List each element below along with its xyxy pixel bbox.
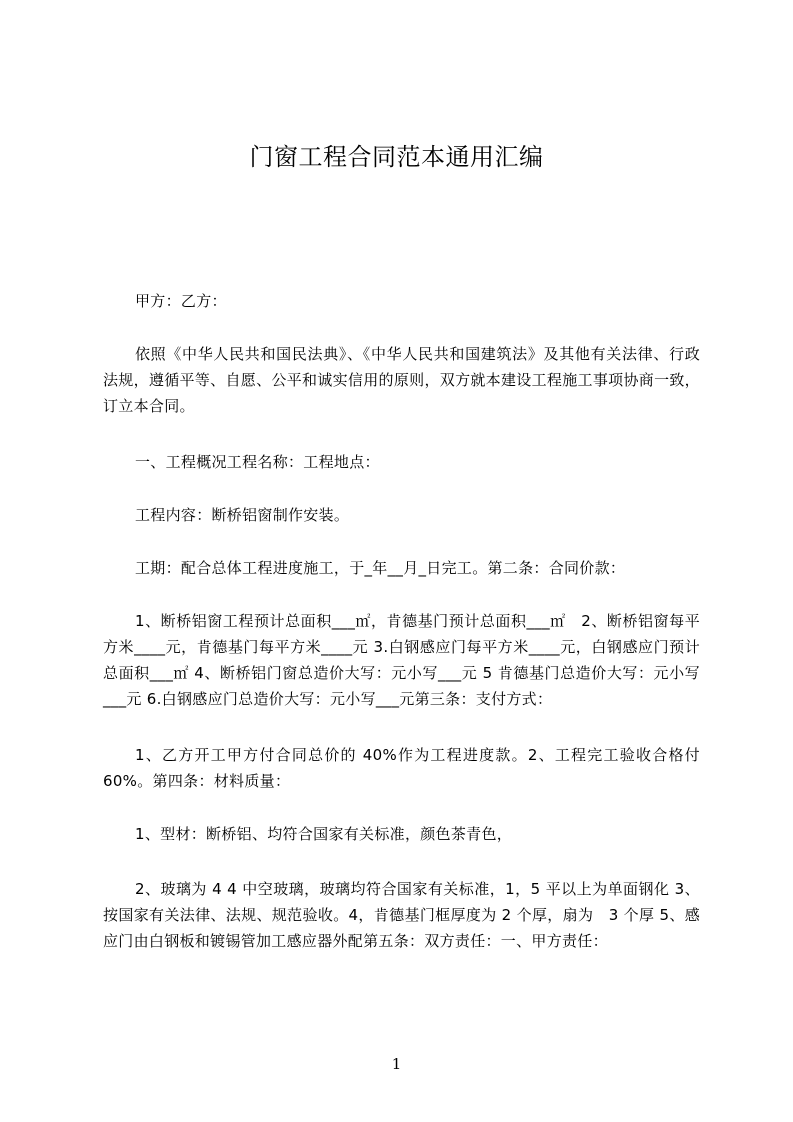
document-title: 门窗工程合同范本通用汇编 (249, 143, 544, 171)
material-profile-paragraph: 1、型材：断桥铝、均符合国家有关标准，颜色茶青色， (135, 825, 513, 843)
preamble-paragraph: 依照《中华人民共和国民法典》、《中华人民共和国建筑法》及其他有关法律、行政法规，遵循平等、自愿、公平和诚实信用的原则，双方就本建设工程施工事项协商一致，订立本合同。 (103, 345, 700, 415)
material-glass-paragraph: 2、玻璃为 4 4 中空玻璃，玻璃均符合国家有关标准，1，5 平以上为单面钢化 3、按国家有关法律、法规、规范验收。4，肯德基门框厚度为 2 个厚，扇为 3 个厚 5、感应门由白钢板和镀锡管加工感应器外配第五条：双方责任：一、甲方责任： (103, 880, 700, 950)
payment-paragraph: 1、乙方开工甲方付合同总价的 40%作为工程进度款。2、工程完工验收合格付 60%。第四条：材料质量： (103, 746, 700, 790)
page-number: 1 (391, 1055, 402, 1073)
schedule-paragraph: 工期：配合总体工程进度施工，于_年__月_日完工。第二条：合同价款： (135, 559, 626, 577)
project-overview-paragraph: 一、工程概况工程名称：工程地点： (135, 453, 380, 471)
project-content-paragraph: 工程内容：断桥铝窗制作安装。 (135, 506, 350, 524)
parties-line: 甲方：乙方： (135, 292, 227, 310)
contract-price-paragraph: 1、断桥铝窗工程预计总面积___㎡，肯德基门预计总面积___㎡ 2、断桥铝窗每平方米____元，肯德基门每平方米____元 3.白钢感应门每平方米____元，白钢感应门预计总面积___㎡ 4、断桥铝门窗总造价大写：元小写___元 5 肯德基门总造价大写：元小写___元 6.白钢感应门总造价大写：元小写___元第三条：支付方式： (103, 612, 700, 708)
